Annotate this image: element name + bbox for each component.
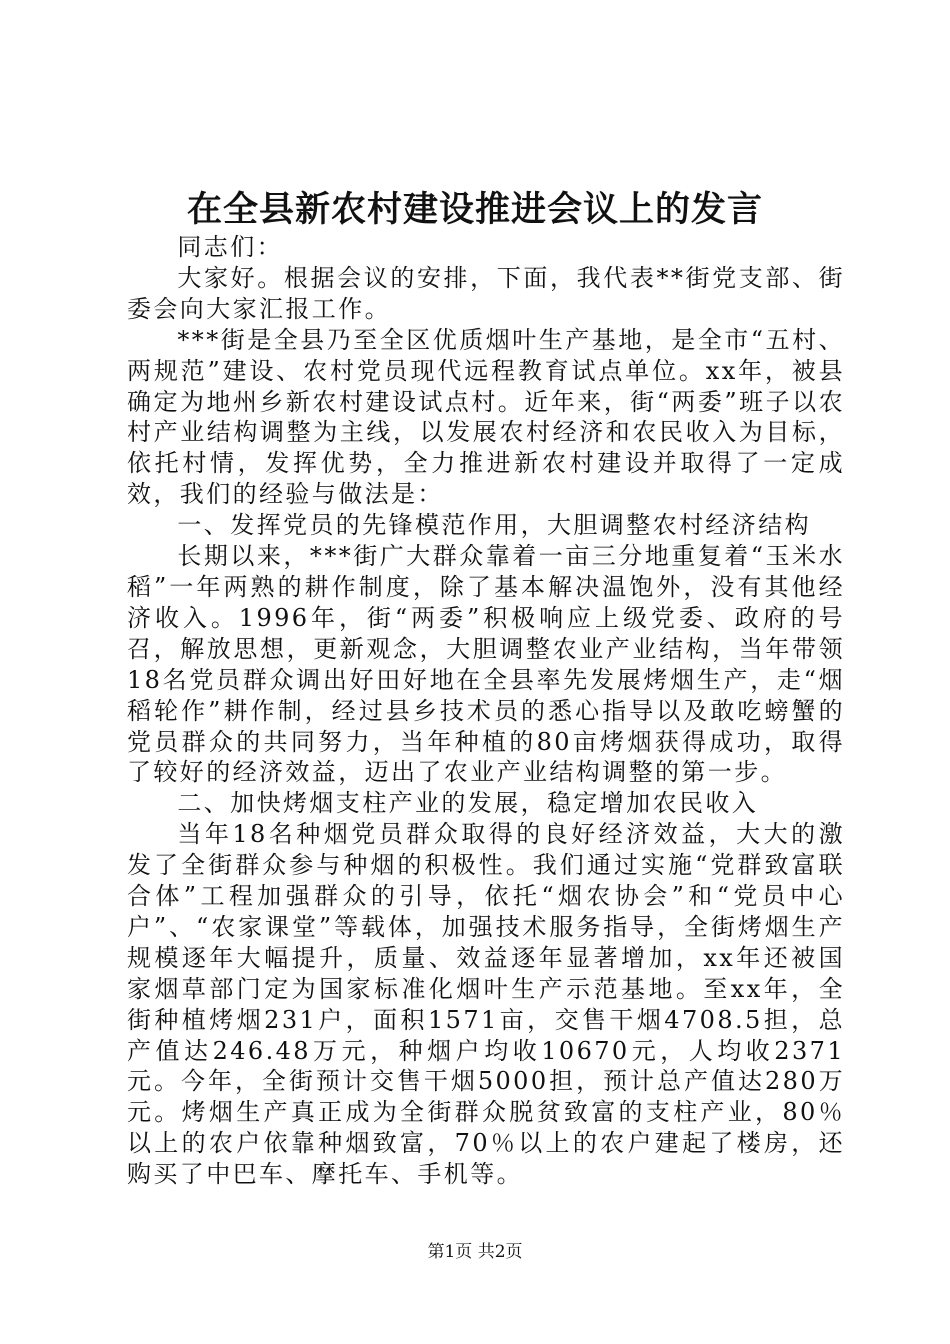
page-indicator: 第1页 共2页 <box>427 1242 523 1262</box>
section-heading: 一、发挥党员的先锋模范作用，大胆调整农村经济结构 <box>177 511 811 540</box>
document-body <box>127 232 845 1190</box>
body-paragraph: ***街是全县乃至全区优质烟叶生产基地，是全市“五村、两规范”建设、农村党员现代远程教育试点单位。xx年，被县确定为地州乡新农村建设试点村。近年来，街“两委”班子以农村产业结构调整为主线，以发展农村经济和农民收入为目标，依托村情，发挥优势，全力推进新农村建设并取得了一定成效，我们的经验与做法是： <box>127 325 845 509</box>
greeting-paragraph: 同志们： <box>177 233 283 261</box>
body-paragraph: 长期以来，***街广大群众靠着一亩三分地重复着“玉米水稻”一年两熟的耕作制度，除了基本解决温饱外，没有其他经济收入。1996年，街“两委”积极响应上级党委、政府的号召，解放思想，更新观念，大胆调整农业产业结构，当年带领18名党员群众调出好田好地在全县率先发展烤烟生产，走“烟稻轮作”耕作制，经过县乡技术员的悉心指导以及敢吃螃蟹的党员群众的共同努力，当年种植的80亩烤烟获得成功，取得了较好的经济效益，迈出了农业产业结构调整的第一步。 <box>127 542 845 787</box>
document-title: 在全县新农村建设推进会议上的发言 <box>186 190 763 230</box>
body-paragraph: 大家好。根据会议的安排，下面，我代表**街党支部、街委会向大家汇报工作。 <box>127 263 845 323</box>
body-paragraph: 当年18名种烟党员群众取得的良好经济效益，大大的激发了全街群众参与种烟的积极性。我们通过实施“党群致富联合体”工程加强群众的引导，依托“烟农协会”和“党员中心户”、“农家课堂”等载体，加强技术服务指导，全街烤烟生产规模逐年大幅提升，质量、效益逐年显著增加，xx年还被国家烟草部门定为国家标准化烟叶生产示范基地。至xx年，全街种植烤烟231户，面积1571亩，交售干烟4708.5担，总产值达246.48万元，种烟户均收10670元，人均收2371元。今年，全街预计交售干烟5000担，预计总产值达280万元。烤烟生产真正成为全街群众脱贫致富的支柱产业，80％以上的农户依靠种烟致富，70％以上的农户建起了楼房，还购买了中巴车、摩托车、手机等。 <box>127 820 845 1189</box>
section-heading: 二、加快烤烟支柱产业的发展，稳定增加农民收入 <box>177 789 759 818</box>
